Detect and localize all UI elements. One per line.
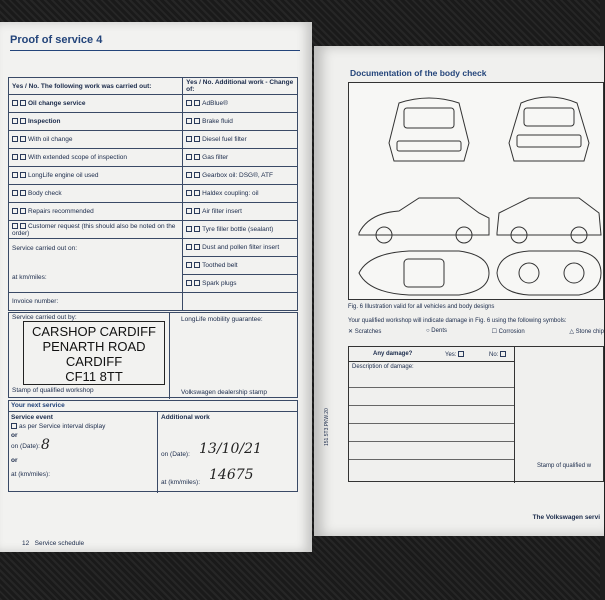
checkbox-cell[interactable]: Air filter insert: [183, 203, 298, 221]
table-row: [9, 185, 298, 203]
car-diagram: [348, 82, 604, 300]
dealer-stamp-label: Volkswagen dealership stamp: [181, 389, 267, 396]
next-service-title: Your next service: [11, 402, 65, 409]
table-row: [9, 149, 298, 167]
or-label: or: [11, 457, 18, 464]
checkbox-cell[interactable]: With extended scope of inspection: [9, 149, 183, 167]
checkbox-cell[interactable]: With oil change: [9, 131, 183, 149]
col1-header: Yes / No. The following work was carried out:: [9, 78, 183, 95]
table-row: [9, 95, 298, 113]
right-footer: The Volkswagen servi: [532, 514, 600, 521]
dents-symbol: ○ Dents: [426, 328, 447, 334]
checkbox-cell[interactable]: Brake fluid: [183, 113, 298, 131]
checkbox-cell[interactable]: Diesel fuel filter: [183, 131, 298, 149]
checkbox-cell[interactable]: Gas filter: [183, 149, 298, 167]
table-row: [9, 293, 298, 311]
col2-header: Yes / No. Additional work - Change of:: [183, 78, 298, 95]
km-label-right: at (km/miles):: [161, 479, 200, 486]
table-row: [9, 131, 298, 149]
corrosion-symbol: ☐ Corrosion: [491, 329, 525, 335]
scratches-symbol: ✕ Scratches: [348, 329, 382, 335]
checkbox-cell[interactable]: Haldex coupling: oil: [183, 185, 298, 203]
handwritten-date-right: 13/10/21: [199, 441, 262, 457]
or-label: or: [11, 432, 18, 439]
checkbox-cell[interactable]: Body check: [9, 185, 183, 203]
interval-option[interactable]: as per Service interval display: [11, 423, 105, 430]
left-page: [0, 22, 312, 552]
car-outlines-icon: [349, 83, 605, 301]
checkbox-cell[interactable]: Spark plugs: [183, 275, 298, 293]
service-table: [8, 77, 298, 311]
page-footer: 12 Service schedule: [22, 540, 85, 547]
checkbox-cell[interactable]: Oil change service: [9, 95, 183, 113]
checkbox-cell[interactable]: LongLife engine oil used: [9, 167, 183, 185]
any-damage-label: Any damage?: [373, 351, 413, 357]
symbol-legend: [348, 328, 604, 335]
table-row: [9, 239, 298, 257]
handwritten-km: 14675: [209, 467, 254, 483]
figure-caption: Fig. 6 Illustration valid for all vehicles and body designs: [348, 304, 495, 310]
symbols-note: Your qualified workshop will indicate damage in Fig. 6 using the following symbols:: [348, 318, 567, 324]
checkbox-cell[interactable]: Tyre filler bottle (sealant): [183, 221, 298, 239]
no-checkbox[interactable]: No:: [489, 351, 508, 358]
next-service-box: [8, 400, 298, 492]
side-code: 151.5T3.PKW.20: [324, 408, 330, 446]
table-row: [9, 167, 298, 185]
stonechip-symbol: △ Stone chip: [569, 329, 604, 335]
stamp-label-right: Stamp of qualified w: [537, 463, 592, 469]
mobility-label: LongLife mobility guarantee:: [181, 316, 263, 323]
damage-box: [348, 346, 604, 482]
body-check-title: Documentation of the body check: [350, 68, 487, 78]
checkbox-cell[interactable]: AdBlue®: [183, 95, 298, 113]
table-row: [9, 113, 298, 131]
handwritten-date-left: 8: [41, 437, 50, 453]
km-label: at km/miles:: [12, 274, 47, 281]
checkbox-cell[interactable]: Toothed belt: [183, 257, 298, 275]
right-page: [314, 46, 604, 536]
stamp-area: [8, 312, 298, 398]
checkbox-cell[interactable]: Repairs recommended: [9, 203, 183, 221]
invoice-label[interactable]: Invoice number:: [9, 293, 183, 311]
checkbox-cell[interactable]: Inspection: [9, 113, 183, 131]
yes-checkbox[interactable]: Yes:: [445, 351, 466, 358]
km-miles-label: at (km/miles):: [11, 471, 50, 478]
stamp-label: Stamp of qualified workshop: [12, 387, 94, 394]
checkbox-cell[interactable]: Gearbox oil: DSG®, ATF: [183, 167, 298, 185]
workshop-stamp: CARSHOP CARDIFF PENARTH ROAD CARDIFF CF11 8TT: [23, 321, 165, 385]
table-row: [9, 221, 298, 239]
carried-by-label: Service carried out by:: [12, 314, 77, 321]
date-label: on (Date):: [11, 443, 40, 450]
page-title: Proof of service 4: [10, 34, 103, 46]
checkbox-cell[interactable]: Dust and pollen filter insert: [183, 239, 298, 257]
date-label-right: on (Date):: [161, 451, 190, 458]
description-label: Description of damage:: [352, 364, 414, 370]
table-row: [9, 203, 298, 221]
title-divider: [10, 50, 300, 51]
carried-out-label: Service carried out on:: [12, 245, 78, 252]
service-event-header: Service event: [11, 414, 53, 421]
additional-work-header: Additional work: [161, 414, 210, 421]
checkbox-cell[interactable]: Customer request (this should also be noted on the order): [9, 221, 183, 239]
